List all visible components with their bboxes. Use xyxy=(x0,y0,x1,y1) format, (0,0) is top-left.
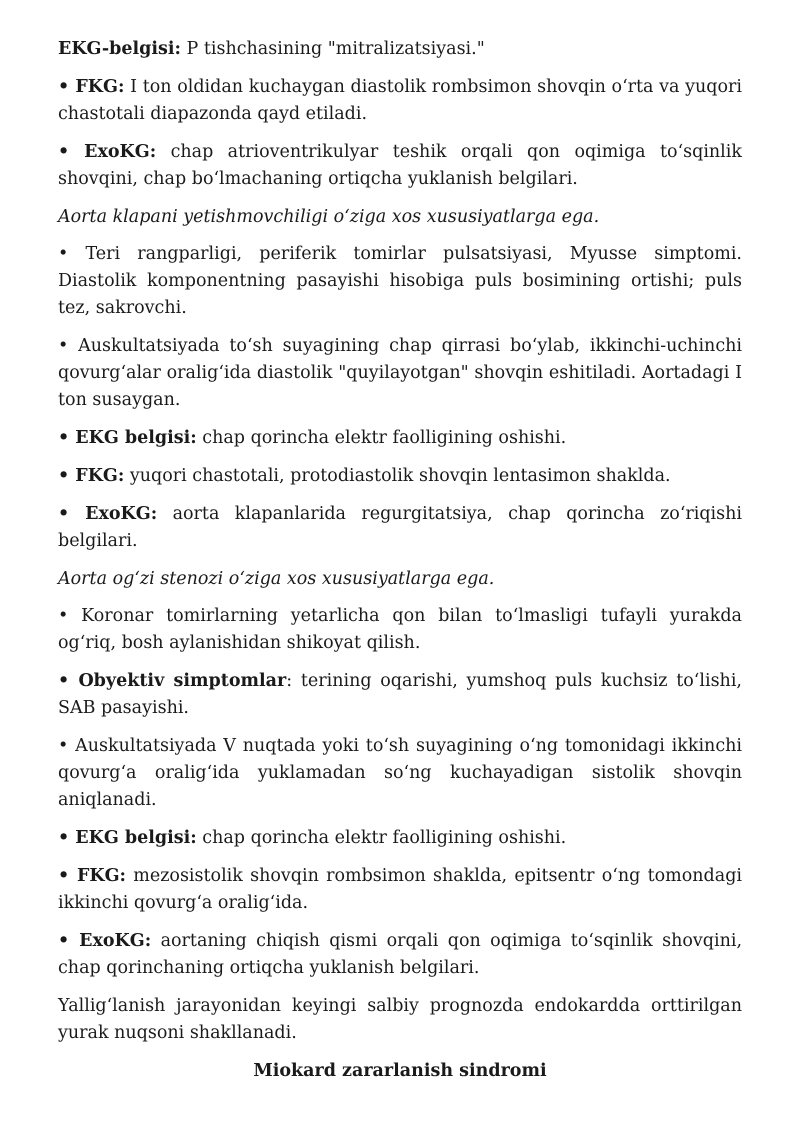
paragraph-text: P tishchasining "mitralizatsiyasi." xyxy=(180,39,485,59)
paragraph-exokg-aortic-stenosis xyxy=(58,928,742,982)
paragraph-text: yuqori chastotali, protodiastolik shovqin lentasimon shaklda. xyxy=(124,466,671,486)
paragraph-fkg-aortic-insufficiency xyxy=(58,463,742,490)
paragraph-text: chap qorincha elektr faolligining oshishi. xyxy=(196,828,567,848)
paragraph-lead: • EKG belgisi: xyxy=(58,428,197,448)
paragraph-text: I ton oldidan kuchaygan diastolik rombsimon shovqin oʻrta va yuqori chastotali diapazonda qayd etiladi. xyxy=(58,77,743,124)
paragraph-prognosis: Yalligʻlanish jarayonidan keyingi salbiy prognozda endokardda orttirilgan yurak nuqsoni shakllanadi. xyxy=(58,996,742,1043)
paragraph-text: : terining oqarishi, yumshoq puls kuchsiz toʻlishi, SAB pasayishi. xyxy=(58,671,742,718)
paragraph-text: chap qorincha elektr faolligining oshishi. xyxy=(196,428,567,448)
paragraph-ekg-aortic-insufficiency xyxy=(58,425,742,452)
paragraph-lead: • FKG: xyxy=(58,77,125,97)
paragraph-lead: • FKG: xyxy=(58,866,126,886)
paragraph-lead: • Obyektiv simptomlar xyxy=(58,671,287,691)
paragraph-ekg-mitral xyxy=(58,36,742,63)
paragraph-fkg-mitral xyxy=(58,74,742,128)
paragraph-auscultation-aortic-stenosis: • Auskultatsiyada V nuqtada yoki toʻsh suyagining oʻng tomonidagi ikkinchi qovurgʻa oraligʻida yuklamadan soʻng kuchayadigan sistolik shovqin aniqlanadi. xyxy=(58,736,742,810)
paragraph-lead: • FKG: xyxy=(58,466,125,486)
paragraph-objective-symptoms xyxy=(58,668,742,722)
subheading-aortic-insufficiency: Aorta klapani yetishmovchiligi oʻziga xos xususiyatlarga ega. xyxy=(58,207,600,227)
paragraph-text: chap atrioventrikulyar teshik orqali qon oqimiga toʻsqinlik shovqini, chap boʻlmachaning ortiqcha yuklanish belgilari. xyxy=(58,142,742,189)
paragraph-ekg-aortic-stenosis xyxy=(58,825,742,852)
paragraph-exokg-mitral xyxy=(58,139,742,193)
paragraph-coronary-pain: • Koronar tomirlarning yetarlicha qon bilan toʻlmasligi tufayli yurakda ogʻriq, bosh aylanishidan shikoyat qilish. xyxy=(58,606,742,653)
paragraph-text: mezosistolik shovqin rombsimon shaklda, epitsentr oʻng tomondagi ikkinchi qovurgʻa oraligʻida. xyxy=(58,866,742,913)
paragraph-fkg-aortic-stenosis xyxy=(58,863,742,917)
paragraph-skin-pulse: • Teri rangparligi, periferik tomirlar pulsatsiyasi, Myusse simptomi. Diastolik komponentning pasayishi hisobiga puls bosimining ortishi; puls tez, sakrovchi. xyxy=(58,244,742,318)
paragraph-text: aorta klapanlarida regurgitatsiya, chap qorincha zoʻriqishi belgilari. xyxy=(58,504,743,551)
paragraph-exokg-aortic-insufficiency xyxy=(58,501,742,555)
paragraph-lead: • ExoKG: xyxy=(58,504,158,524)
paragraph-lead: • ExoKG: xyxy=(58,931,152,951)
paragraph-lead: • ExoKG: xyxy=(58,142,157,162)
paragraph-lead: EKG-belgisi: xyxy=(58,39,181,59)
paragraph-text: aortaning chiqish qismi orqali qon oqimiga toʻsqinlik shovqini, chap qorinchaning ortiqcha yuklanish belgilari. xyxy=(58,931,743,978)
paragraph-auscultation-aortic-insufficiency: • Auskultatsiyada toʻsh suyagining chap qirrasi boʻylab, ikkinchi-uchinchi qovurgʻalar oraligʻida diastolik "quyilayotgan" shovqin eshitiladi. Aortadagi I ton susaygan. xyxy=(58,336,742,410)
subheading-aortic-stenosis: Aorta ogʻzi stenozi oʻziga xos xususiyatlarga ega. xyxy=(58,569,495,589)
paragraph-lead: • EKG belgisi: xyxy=(58,828,197,848)
section-heading: Miokard zararlanish sindromi xyxy=(253,1061,547,1081)
